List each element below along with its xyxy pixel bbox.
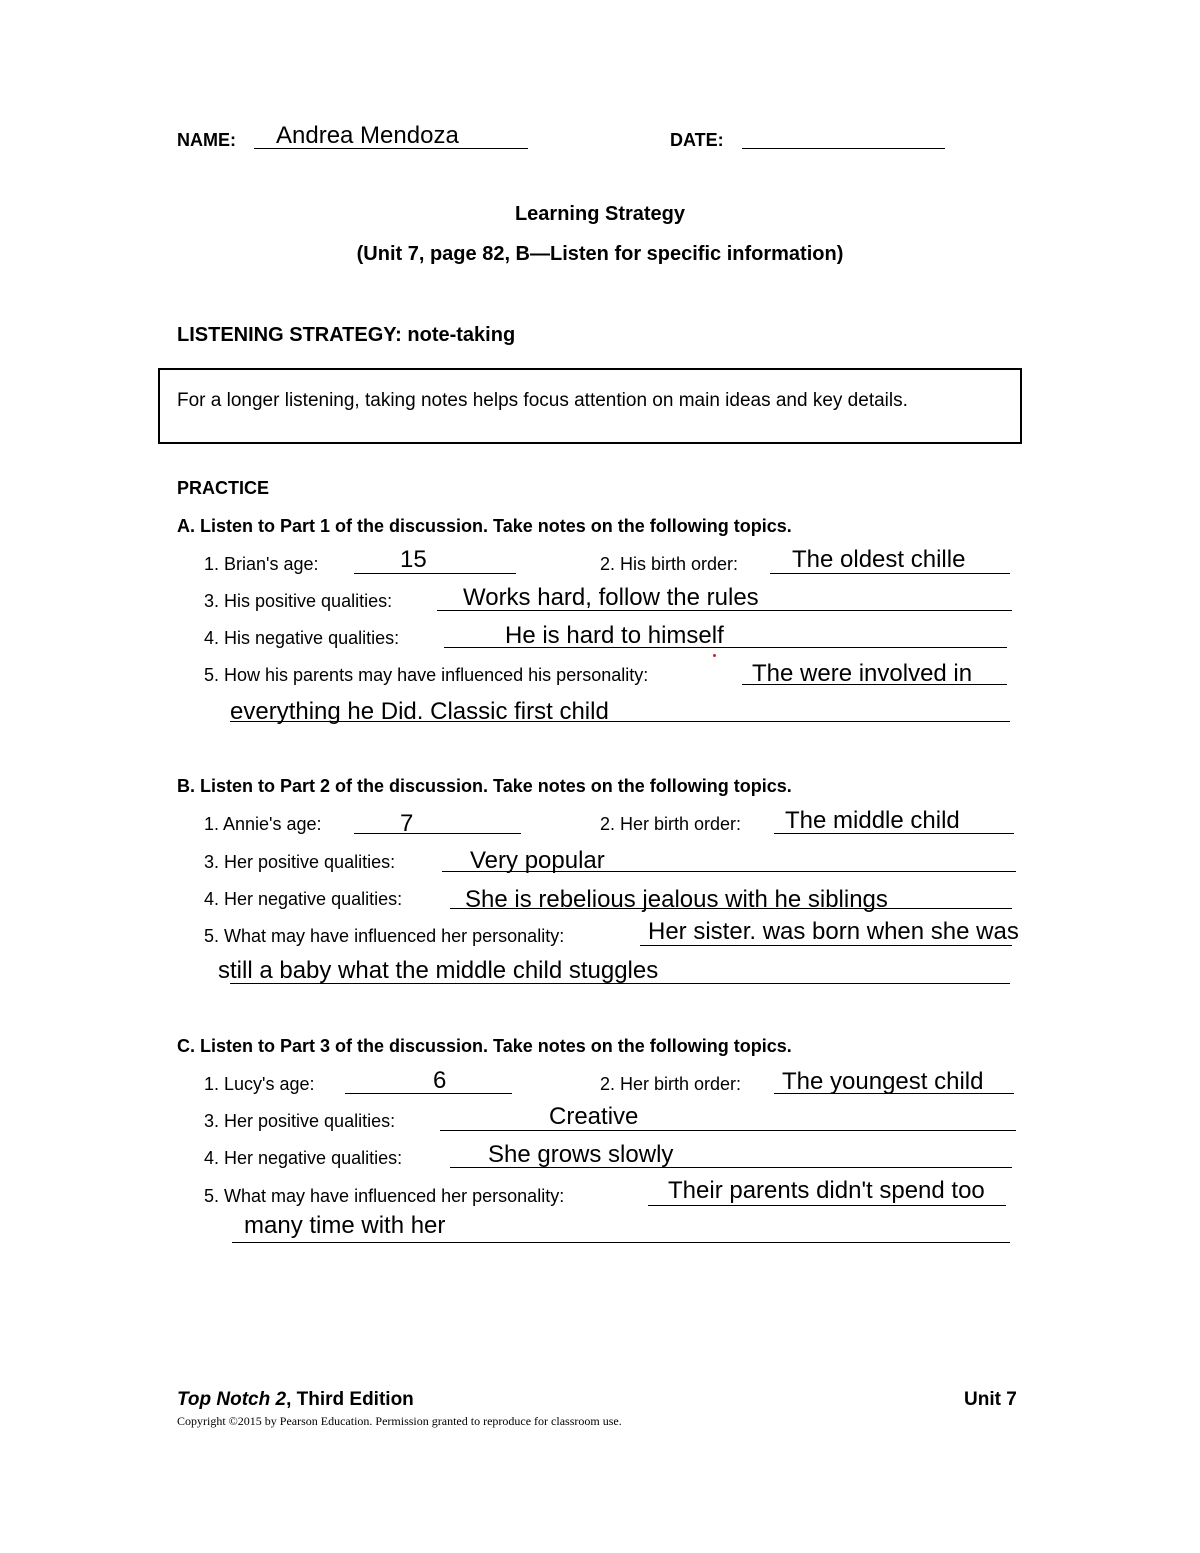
b-negative-field[interactable]: She is rebelious jealous with he siblings (465, 886, 888, 913)
practice-heading: PRACTICE (177, 478, 270, 498)
footer-book-title: Top Notch 2 (177, 1389, 287, 1410)
a-influence-label: 5. How his parents may have influenced his personality: (204, 665, 649, 685)
b-influence-field-1[interactable]: Her sister. was born when she was (648, 918, 1019, 945)
c-negative-field[interactable]: She grows slowly (488, 1141, 674, 1168)
c-influence-line-1 (648, 1205, 1006, 1206)
a-influence-field-1[interactable]: The were involved in (752, 660, 973, 687)
footer-book (177, 1389, 414, 1411)
a-positive-field[interactable]: Works hard, follow the rules (463, 584, 759, 611)
b-age-field[interactable]: 7 (400, 810, 414, 837)
a-positive-label: 3. His positive qualities: (204, 591, 393, 611)
c-influence-line-2 (232, 1242, 1010, 1243)
b-negative-label: 4. Her negative qualities: (204, 889, 403, 909)
b-age-line (354, 833, 521, 834)
a-age-label: 1. Brian's age: (204, 554, 319, 574)
c-positive-label: 3. Her positive qualities: (204, 1111, 396, 1131)
c-influence-label: 5. What may have influenced her personality: (204, 1186, 565, 1206)
b-age-label: 1. Annie's age: (204, 814, 322, 834)
section-b-instruction: B. Listen to Part 2 of the discussion. Take notes on the following topics. (177, 776, 792, 796)
c-age-field[interactable]: 6 (433, 1067, 447, 1094)
a-age-field[interactable]: 15 (400, 546, 427, 573)
strategy-heading-rest: note-taking (401, 324, 516, 346)
footer-unit: Unit 7 (964, 1389, 1017, 1410)
footer-copyright: Copyright ©2015 by Pearson Education. Permission granted to reproduce for classroom use. (177, 1414, 622, 1428)
c-age-label: 1. Lucy's age: (204, 1074, 315, 1094)
a-influence-field-2[interactable]: everything he Did. Classic first child (230, 698, 609, 725)
c-influence-field-1[interactable]: Their parents didn't spend too (668, 1177, 985, 1204)
page-title: Learning Strategy (514, 203, 686, 225)
c-positive-field[interactable]: Creative (549, 1103, 639, 1130)
date-field[interactable] (742, 148, 945, 149)
strategy-heading-bold: LISTENING STRATEGY: (177, 324, 402, 346)
a-birth-label: 2. His birth order: (600, 554, 739, 574)
c-age-line (345, 1093, 512, 1094)
red-mark (713, 654, 716, 657)
section-c-instruction: C. Listen to Part 3 of the discussion. Take notes on the following topics. (177, 1036, 792, 1056)
c-influence-field-2[interactable]: many time with her (244, 1212, 446, 1239)
a-birth-field[interactable]: The oldest chille (792, 546, 966, 573)
name-label: NAME: (177, 130, 236, 150)
c-positive-line (440, 1130, 1016, 1131)
b-positive-field[interactable]: Very popular (470, 847, 605, 874)
c-birth-field[interactable]: The youngest child (782, 1068, 984, 1095)
a-negative-label: 4. His negative qualities: (204, 628, 400, 648)
footer-book-edition: , Third Edition (286, 1389, 414, 1410)
strategy-heading (177, 324, 515, 347)
section-a-instruction: A. Listen to Part 1 of the discussion. Take notes on the following topics. (177, 516, 792, 536)
page-subtitle: (Unit 7, page 82, B—Listen for specific information) (356, 243, 844, 265)
name-field[interactable]: Andrea Mendoza (276, 122, 459, 149)
a-negative-field[interactable]: He is hard to himself (505, 622, 724, 649)
b-influence-label: 5. What may have influenced her personality: (204, 926, 565, 946)
c-negative-label: 4. Her negative qualities: (204, 1148, 403, 1168)
b-positive-label: 3. Her positive qualities: (204, 852, 396, 872)
b-birth-field[interactable]: The middle child (785, 807, 960, 834)
b-influence-field-2[interactable]: still a baby what the middle child stuggles (218, 957, 659, 984)
a-age-line (354, 573, 516, 574)
c-birth-label: 2. Her birth order: (600, 1074, 742, 1094)
b-birth-label: 2. Her birth order: (600, 814, 742, 834)
strategy-box-text: For a longer listening, taking notes helps focus attention on main ideas and key details. (177, 390, 908, 411)
date-label: DATE: (670, 130, 724, 150)
